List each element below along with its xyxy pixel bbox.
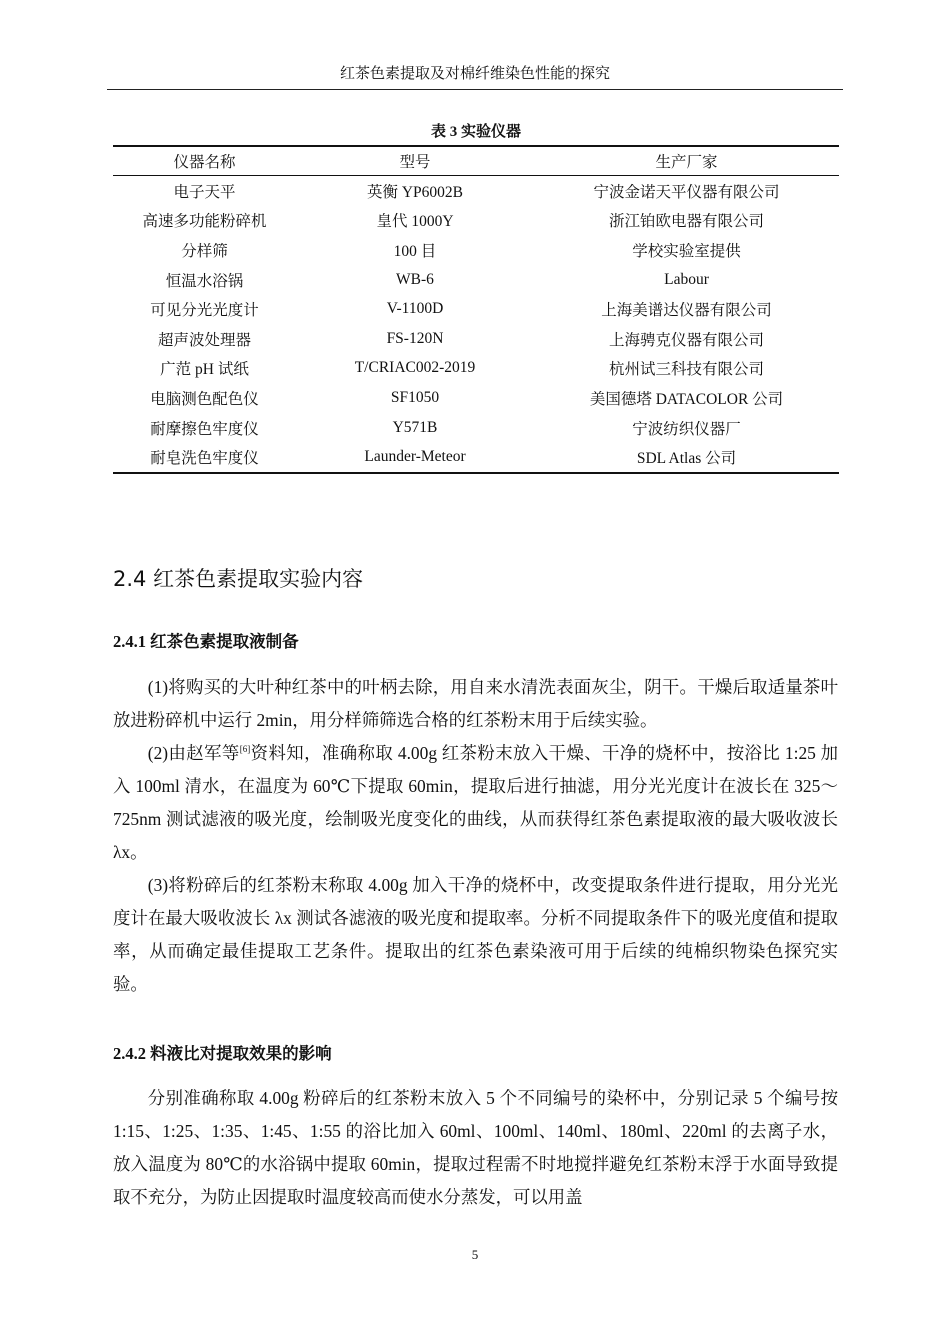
paragraph-ratio: 分别准确称取 4.00g 粉碎后的红茶粉末放入 5 个不同编号的染杯中，分别记录 5 个编号按 1:15、1:25、1:35、1:45、1:55 的浴比加入 60ml、100ml、140ml、180ml、220ml 的去离子水，放入温度为 80℃的水浴锅中提取 60min，提取过程需不时地搅拌避免红茶粉末浮于水面导致提取不充分，为防止因提取时温度较高而使水分蒸发，可以用盖: [113, 1088, 838, 1207]
table-row: [113, 294, 839, 324]
cell-manufacturer: 上海骋克仪器有限公司: [608, 331, 764, 349]
table-row: [113, 413, 839, 443]
table-header-row: [113, 146, 839, 176]
table-row: [113, 324, 839, 354]
cell-name: 恒温水浴锅: [165, 272, 244, 290]
instruments-table: [113, 145, 839, 474]
cell-name: 广范 pH 试纸: [160, 361, 249, 379]
cell-model: 100 目: [393, 242, 437, 260]
paragraph-step-1: (1)将购买的大叶种红茶中的叶柄去除，用自来水清洗表面灰尘，阴干。干燥后取适量茶叶放进粉碎机中运行 2min，用分样筛筛选合格的红茶粉末用于后续实验。: [113, 677, 838, 730]
table-row: [113, 442, 839, 473]
table-row: [113, 354, 839, 384]
cell-name: 电脑测色配色仪: [150, 390, 259, 408]
cell-model: T/CRIAC002-2019: [354, 359, 476, 377]
paragraph-step-2-body: 资料知，准确称取 4.00g 红茶粉末放入干燥、干净的烧杯中，按浴比 1:25 加入 100ml 清水，在温度为 60℃下提取 60min，提取后进行抽滤，用分光光度计在波长在 325～725nm 测试滤液的吸光度，绘制吸光度变化的曲线，从而获得红茶色素提取液的最大吸收波长 λx。: [113, 743, 838, 862]
cell-manufacturer: 学校实验室提供: [632, 242, 741, 260]
column-header-model: 型号: [296, 146, 534, 176]
table-row: [113, 235, 839, 265]
cell-model: FS-120N: [386, 329, 444, 347]
paragraph-step-2-lead: (2)由赵军等: [147, 743, 240, 763]
section-title: 2.4 红茶色素提取实验内容: [113, 567, 364, 591]
cell-manufacturer: Labour: [664, 270, 709, 288]
cell-manufacturer: 宁波金诺天平仪器有限公司: [593, 183, 780, 201]
cell-model: Y571B: [392, 418, 438, 436]
cell-name: 耐摩擦色牢度仪: [150, 420, 259, 438]
column-header-manufacturer: 生产厂家: [534, 146, 839, 176]
subsection-title-ratio: 2.4.2 料液比对提取效果的影响: [113, 1044, 332, 1063]
cell-model: V-1100D: [386, 300, 444, 318]
cell-model: WB-6: [396, 270, 434, 288]
cell-name: 高速多功能粉碎机: [142, 213, 267, 231]
cell-manufacturer: 美国德塔 DATACOLOR 公司: [589, 390, 784, 408]
cell-manufacturer: 杭州试三科技有限公司: [608, 361, 764, 379]
table-row: [113, 265, 839, 295]
cell-name: 分样筛: [181, 242, 228, 260]
subsection-title-extraction: 2.4.1 红茶色素提取液制备: [113, 632, 299, 651]
paragraph-step-3: (3)将粉碎后的红茶粉末称取 4.00g 加入干净的烧杯中，改变提取条件进行提取，用分光光度计在最大吸收波长 λx 测试各滤液的吸光度和提取率。分析不同提取条件下的吸光度值和提取率，从而确定最佳提取工艺条件。提取出的红茶色素染液可用于后续的纯棉织物染色探究实验。: [113, 875, 838, 994]
cell-manufacturer: SDL Atlas 公司: [534, 442, 839, 473]
cell-name: 电子天平: [173, 183, 236, 201]
page-header: 红茶色素提取及对棉纤维染色性能的探究: [107, 64, 843, 90]
table-row: [113, 383, 839, 413]
cell-name: 超声波处理器: [157, 331, 251, 349]
cell-model: Launder-Meteor: [296, 442, 534, 473]
cell-manufacturer: 上海美谱达仪器有限公司: [601, 302, 772, 320]
table-row: [113, 176, 839, 206]
table-caption: 表 3 实验仪器: [430, 124, 521, 140]
cell-model: SF1050: [390, 388, 440, 406]
table-row: [113, 206, 839, 236]
cell-name: 耐皂洗色牢度仪: [113, 442, 296, 473]
column-header-name: 仪器名称: [113, 146, 296, 176]
cell-model: 皇代 1000Y: [376, 213, 454, 231]
paragraph-step-2: [113, 737, 838, 869]
page-number: 5: [471, 1247, 479, 1262]
cell-name: 可见分光光度计: [150, 302, 259, 320]
cell-manufacturer: 浙江铂欧电器有限公司: [608, 213, 764, 231]
cell-manufacturer: 宁波纺织仪器厂: [632, 420, 741, 438]
citation-ref: [6]: [239, 744, 251, 755]
cell-model: 英衡 YP6002B: [366, 183, 464, 201]
